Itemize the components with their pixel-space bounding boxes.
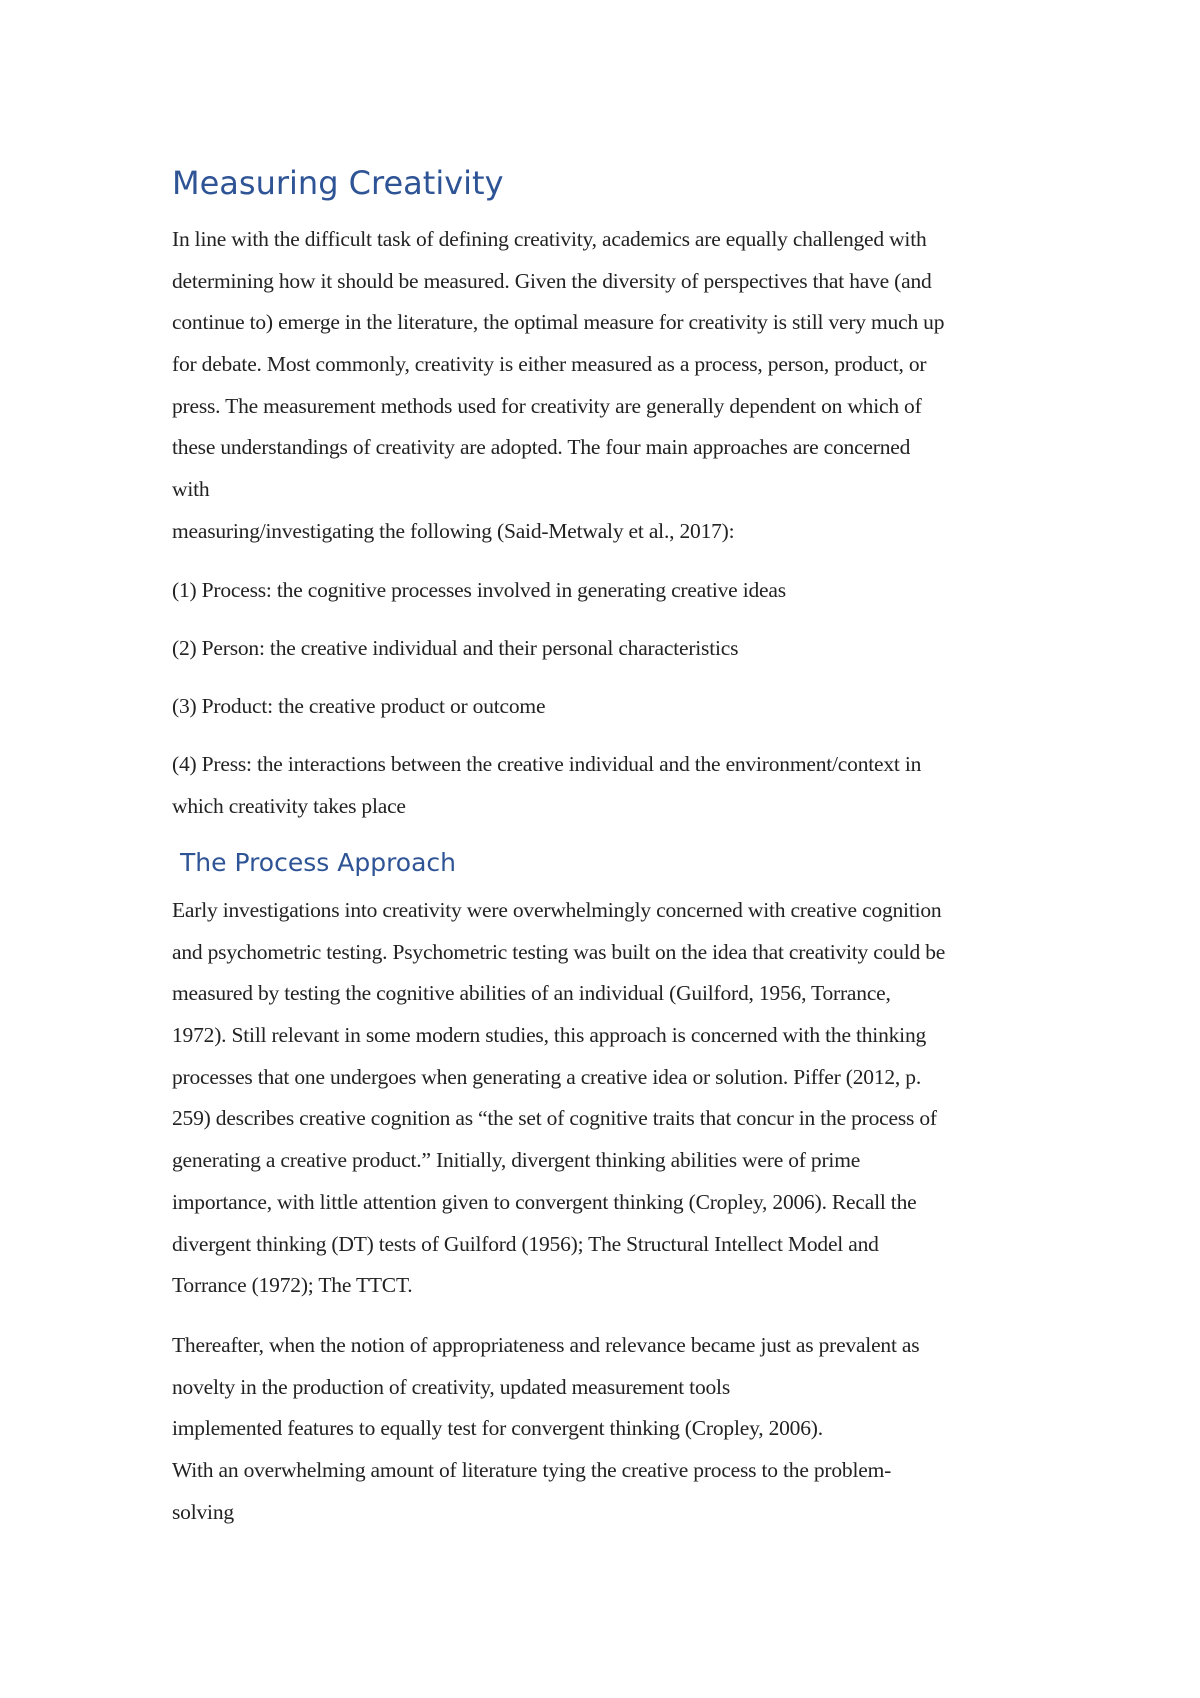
- approach-item-person: [172, 628, 738, 670]
- text-line: determining how it should be measured. Given the diversity of perspectives that have (and: [172, 268, 932, 293]
- text-line: processes that one undergoes when generating a creative idea or solution. Piffer (2012, p.: [172, 1064, 921, 1089]
- text-line: measuring/investigating the following (Said-Metwaly et al., 2017):: [172, 518, 735, 543]
- thereafter-paragraph: [172, 1325, 919, 1533]
- text-line: Thereafter, when the notion of appropriateness and relevance became just as prevalent as: [172, 1333, 920, 1357]
- approach-item-process: [172, 570, 786, 612]
- page-title: Measuring Creativity: [172, 164, 504, 202]
- list-item: (1) Process: the cognitive processes involved in generating creative ideas: [172, 578, 786, 602]
- text-line: 1972). Still relevant in some modern studies, this approach is concerned with the thinking: [172, 1023, 927, 1048]
- process-paragraph: [172, 890, 945, 1307]
- text-line: press. The measurement methods used for creativity are generally dependent on which of: [172, 393, 922, 418]
- text-line: these understandings of creativity are adopted. The four main approaches are concerned: [172, 435, 911, 460]
- text-line: implemented features to equally test for convergent thinking (Cropley, 2006).: [172, 1416, 823, 1441]
- text-line: In line with the difficult task of defining creativity, academics are equally challenged with: [172, 227, 927, 251]
- text-line: solving: [172, 1499, 234, 1524]
- text-line: and psychometric testing. Psychometric testing was built on the idea that creativity could be: [172, 939, 946, 964]
- list-item: (2) Person: the creative individual and their personal characteristics: [172, 636, 739, 660]
- list-item: which creativity takes place: [172, 793, 406, 818]
- text-line: generating a creative product.” Initially, divergent thinking abilities were of prime: [172, 1148, 861, 1173]
- text-line: Early investigations into creativity were overwhelmingly concerned with creative cognition: [172, 898, 942, 922]
- text-line: divergent thinking (DT) tests of Guilford (1956); The Structural Intellect Model and: [172, 1231, 879, 1256]
- text-line: measured by testing the cognitive abilities of an individual (Guilford, 1956, Torrance,: [172, 981, 891, 1006]
- list-item: (3) Product: the creative product or outcome: [172, 694, 546, 718]
- text-line: With an overwhelming amount of literature tying the creative process to the problem-: [172, 1458, 892, 1483]
- intro-paragraph: [172, 219, 944, 553]
- text-line: with: [172, 477, 210, 502]
- text-line: for debate. Most commonly, creativity is either measured as a process, person, product, or: [172, 352, 927, 377]
- text-line: 259) describes creative cognition as “the set of cognitive traits that concur in the process of: [172, 1106, 937, 1131]
- approach-item-product: [172, 686, 545, 728]
- section-heading: The Process Approach: [180, 848, 457, 877]
- text-line: Torrance (1972); The TTCT.: [172, 1273, 413, 1298]
- text-line: continue to) emerge in the literature, the optimal measure for creativity is still very much up: [172, 310, 945, 335]
- text-line: novelty in the production of creativity, updated measurement tools: [172, 1374, 730, 1399]
- list-item: (4) Press: the interactions between the creative individual and the environment/context in: [172, 752, 922, 776]
- approach-item-press: [172, 744, 921, 827]
- text-line: importance, with little attention given to convergent thinking (Cropley, 2006). Recall the: [172, 1189, 917, 1214]
